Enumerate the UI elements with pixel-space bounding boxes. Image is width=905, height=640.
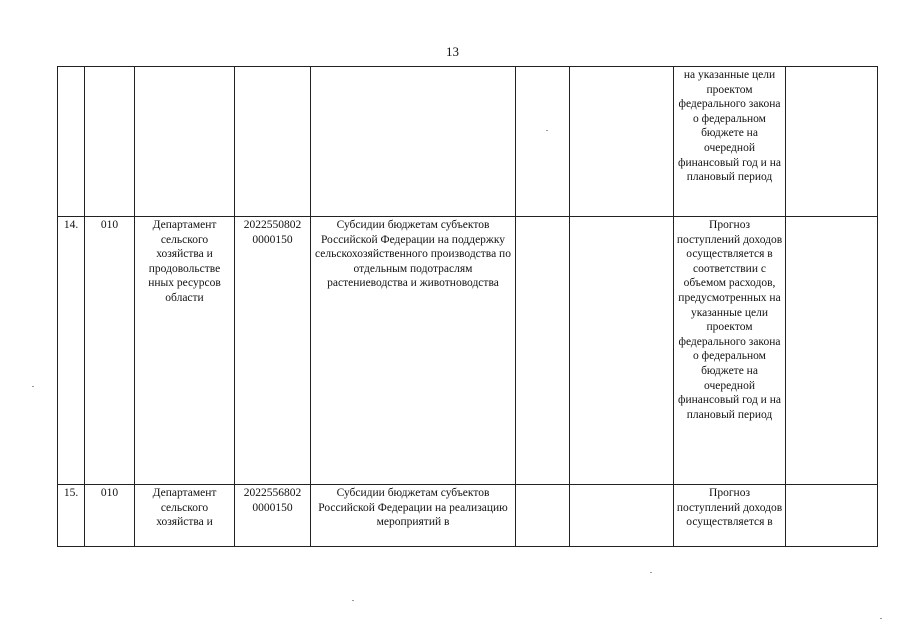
scan-speck <box>650 572 652 573</box>
revenue-name-cell: Субсидии бюджетам субъектов Российской Федерации на реализацию мероприятий в <box>311 485 516 547</box>
row-number-cell <box>58 67 85 217</box>
revenue-forecast-table <box>57 66 878 547</box>
forecast-method-cell: Прогноз поступлений доходов осуществляется в соответствии с объемом расходов, предусмотренных на указанные цели проектом федерального закона о федеральном бюджете на очередной финансовый год и на плановый период <box>674 217 786 485</box>
admin-code-cell: 010 <box>85 217 135 485</box>
empty-cell <box>786 67 878 217</box>
scan-speck <box>352 600 354 601</box>
scan-speck <box>880 618 882 619</box>
empty-cell <box>516 67 570 217</box>
empty-cell <box>786 217 878 485</box>
revenue-name-cell <box>311 67 516 217</box>
empty-cell <box>570 485 674 547</box>
table-row <box>58 217 878 485</box>
empty-cell <box>786 485 878 547</box>
forecast-method-cell: на указанные цели проектом федерального закона о федеральном бюджете на очередной финансовый год и на плановый период <box>674 67 786 217</box>
department-cell <box>135 67 235 217</box>
scan-speck <box>32 386 34 387</box>
page-number: 13 <box>446 44 459 59</box>
department-cell: Департамент сельского хозяйства и <box>135 485 235 547</box>
department-cell: Департамент сельского хозяйства и продовольстве нных ресурсов области <box>135 217 235 485</box>
empty-cell <box>570 67 674 217</box>
budget-code-cell: 2022556802 0000150 <box>235 485 311 547</box>
empty-cell <box>516 485 570 547</box>
row-number-cell: 14. <box>58 217 85 485</box>
admin-code-cell <box>85 67 135 217</box>
row-number-cell: 15. <box>58 485 85 547</box>
admin-code-cell: 010 <box>85 485 135 547</box>
empty-cell <box>516 217 570 485</box>
table-row <box>58 67 878 217</box>
revenue-name-cell: Субсидии бюджетам субъектов Российской Федерации на поддержку сельскохозяйственного производства по отдельным подотраслям растениеводства и животноводства <box>311 217 516 485</box>
empty-cell <box>570 217 674 485</box>
scan-speck <box>546 130 548 131</box>
budget-code-cell: 2022550802 0000150 <box>235 217 311 485</box>
forecast-method-cell: Прогноз поступлений доходов осуществляется в <box>674 485 786 547</box>
table-row <box>58 485 878 547</box>
budget-code-cell <box>235 67 311 217</box>
